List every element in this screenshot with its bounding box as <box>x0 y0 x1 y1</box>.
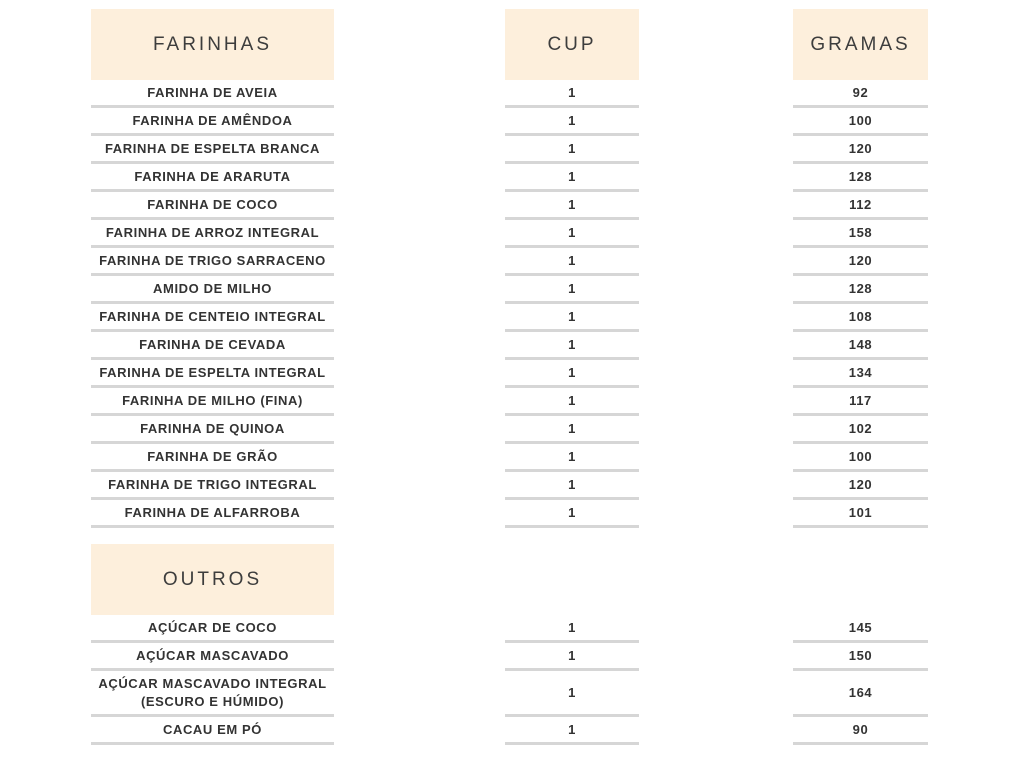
ingredient-name-cell: AÇÚCAR MASCAVADO INTEGRAL (ESCURO E HÚMIDO) <box>91 671 334 717</box>
cup-value-cell: 1 <box>505 192 639 220</box>
grams-value-cell: 112 <box>793 192 928 220</box>
ingredient-name-cell: AÇÚCAR DE COCO <box>91 615 334 643</box>
farinhas-grams-list <box>793 80 928 528</box>
grams-value-cell: 90 <box>793 717 928 745</box>
grams-value-cell: 117 <box>793 388 928 416</box>
cup-value-cell: 1 <box>505 444 639 472</box>
grams-value-cell: 92 <box>793 80 928 108</box>
grams-value-cell: 134 <box>793 360 928 388</box>
ingredient-name-cell: FARINHA DE TRIGO INTEGRAL <box>91 472 334 500</box>
cup-value-cell: 1 <box>505 615 639 643</box>
ingredient-name-cell: CACAU EM PÓ <box>91 717 334 745</box>
cup-value-cell: 1 <box>505 717 639 745</box>
grams-value-cell: 102 <box>793 416 928 444</box>
cup-value-cell: 1 <box>505 220 639 248</box>
ingredient-name-cell: FARINHA DE ESPELTA INTEGRAL <box>91 360 334 388</box>
grams-value-cell: 120 <box>793 136 928 164</box>
grams-value-cell: 120 <box>793 472 928 500</box>
cup-value-cell: 1 <box>505 136 639 164</box>
ingredient-name-cell: AMIDO DE MILHO <box>91 276 334 304</box>
cup-value-cell: 1 <box>505 472 639 500</box>
ingredient-name-cell: FARINHA DE ESPELTA BRANCA <box>91 136 334 164</box>
ingredient-name-cell: FARINHA DE AMÊNDOA <box>91 108 334 136</box>
cup-value-cell: 1 <box>505 304 639 332</box>
cup-value-cell: 1 <box>505 276 639 304</box>
ingredient-name-cell: FARINHA DE ARROZ INTEGRAL <box>91 220 334 248</box>
cup-value-cell: 1 <box>505 108 639 136</box>
cup-value-cell: 1 <box>505 360 639 388</box>
cup-value-cell: 1 <box>505 388 639 416</box>
cup-header: CUP <box>505 9 639 80</box>
grams-value-cell: 128 <box>793 164 928 192</box>
ingredient-name-cell: FARINHA DE MILHO (FINA) <box>91 388 334 416</box>
ingredient-name-cell: FARINHA DE CEVADA <box>91 332 334 360</box>
cup-value-cell: 1 <box>505 416 639 444</box>
grams-value-cell: 100 <box>793 444 928 472</box>
farinhas-cup-list <box>505 80 639 528</box>
grams-value-cell: 120 <box>793 248 928 276</box>
grams-value-cell: 128 <box>793 276 928 304</box>
cup-value-cell: 1 <box>505 164 639 192</box>
cup-value-cell: 1 <box>505 643 639 671</box>
farinhas-name-list <box>91 80 334 528</box>
ingredient-name-cell: FARINHA DE GRÃO <box>91 444 334 472</box>
outros-name-list <box>91 615 334 745</box>
grams-value-cell: 150 <box>793 643 928 671</box>
outros-cup-list <box>505 615 639 745</box>
ingredient-name-cell: AÇÚCAR MASCAVADO <box>91 643 334 671</box>
cup-value-cell: 1 <box>505 80 639 108</box>
grams-value-cell: 108 <box>793 304 928 332</box>
grams-value-cell: 145 <box>793 615 928 643</box>
cup-value-cell: 1 <box>505 248 639 276</box>
grams-value-cell: 158 <box>793 220 928 248</box>
farinhas-header: FARINHAS <box>91 9 334 80</box>
ingredient-name-cell: FARINHA DE CENTEIO INTEGRAL <box>91 304 334 332</box>
ingredient-name-cell: FARINHA DE QUINOA <box>91 416 334 444</box>
grams-value-cell: 100 <box>793 108 928 136</box>
cup-value-cell: 1 <box>505 500 639 528</box>
outros-header: OUTROS <box>91 544 334 615</box>
outros-grams-list <box>793 615 928 745</box>
grams-value-cell: 101 <box>793 500 928 528</box>
grams-header: GRAMAS <box>793 9 928 80</box>
ingredient-name-cell: FARINHA DE ARARUTA <box>91 164 334 192</box>
cup-value-cell: 1 <box>505 671 639 717</box>
grams-value-cell: 148 <box>793 332 928 360</box>
cup-value-cell: 1 <box>505 332 639 360</box>
ingredient-name-cell: FARINHA DE ALFARROBA <box>91 500 334 528</box>
ingredient-name-cell: FARINHA DE COCO <box>91 192 334 220</box>
ingredient-name-cell: FARINHA DE AVEIA <box>91 80 334 108</box>
ingredient-name-cell: FARINHA DE TRIGO SARRACENO <box>91 248 334 276</box>
grams-value-cell: 164 <box>793 671 928 717</box>
